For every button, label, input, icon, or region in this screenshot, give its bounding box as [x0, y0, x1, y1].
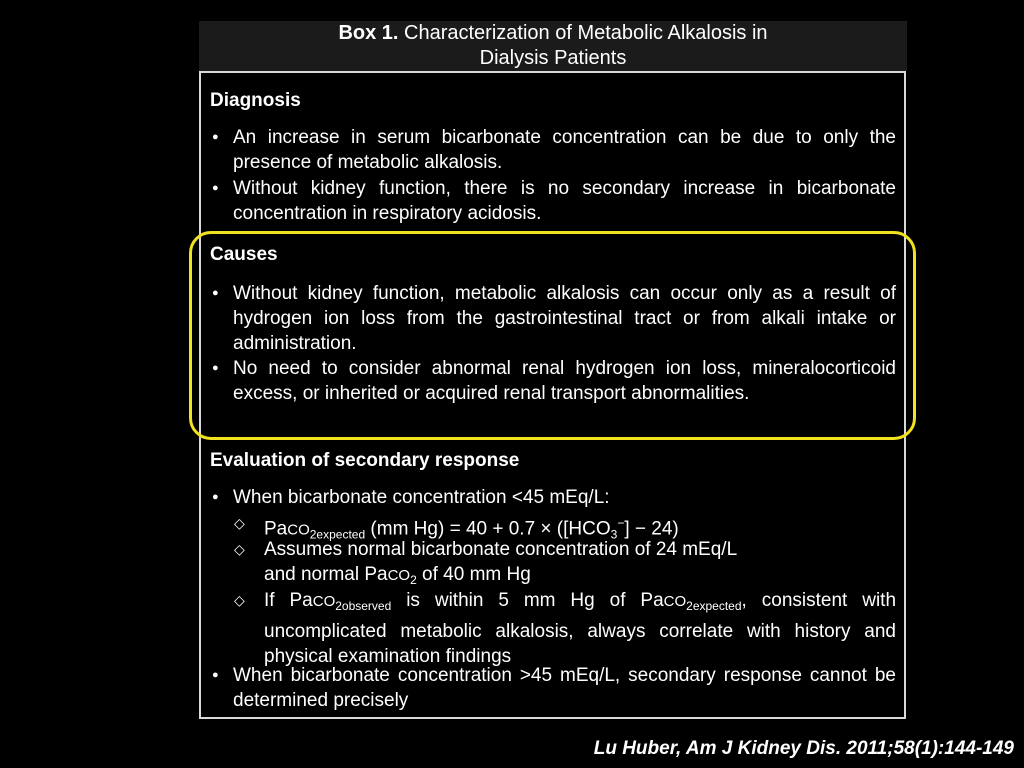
- section-heading-evaluation: Evaluation of secondary response: [210, 450, 520, 471]
- list-item: [210, 663, 896, 713]
- section-heading-causes: Causes: [210, 244, 278, 265]
- list-item: [210, 176, 896, 226]
- bullet-text: When bicarbonate concentration <45 mEq/L:: [233, 487, 610, 508]
- bullet-text: Without kidney function, metabolic alkalosis can occur only as a result of hydrogen ion loss from the gastrointestinal tract or from alkali intake or administration.: [233, 283, 896, 355]
- bullet-text: Without kidney function, there is no secondary increase in bicarbonate concentration in respiratory acidosis.: [233, 178, 896, 225]
- sub-text: , consistent with uncomplicated metabolic alkalosis, always correlate with history and physical examination findings: [264, 590, 897, 668]
- sub-text: of 40 mm Hg: [416, 564, 531, 586]
- co-label: CO: [287, 521, 310, 539]
- sub-item-observed: [210, 588, 896, 670]
- sub-item-assumption: [210, 537, 896, 593]
- sub-text: is within 5 mm Hg of Pa: [391, 590, 664, 611]
- co-label: CO: [663, 593, 687, 610]
- superscript-label: −: [617, 516, 625, 530]
- formula-text: (mm Hg) = 40 + 0.7 × ([HCO: [365, 518, 611, 540]
- diamond-icon: ◇: [234, 541, 245, 557]
- pa-label: Pa: [264, 518, 288, 540]
- box-title-line1: Characterization of Metabolic Alkalosis in: [404, 22, 768, 44]
- section-heading-diagnosis: Diagnosis: [210, 90, 301, 111]
- box-title-line2: Dialysis Patients: [479, 47, 627, 69]
- list-item: [210, 281, 896, 357]
- citation: Lu Huber, Am J Kidney Dis. 2011;58(1):144-149: [593, 738, 1014, 759]
- subscript-label: 2expected: [686, 599, 742, 613]
- box-label: Box 1.: [338, 22, 399, 44]
- subscript-label: 3: [610, 527, 618, 542]
- diamond-icon: ◇: [234, 515, 245, 531]
- bullet-text: No need to consider abnormal renal hydrogen ion loss, mineralocorticoid excess, or inherited or acquired renal transport abnormalities.: [233, 358, 896, 405]
- sub-text: Assumes normal bicarbonate concentration of 24 mEq/L: [264, 539, 738, 560]
- co-label: CO: [387, 567, 411, 585]
- box-header: [199, 21, 907, 71]
- subscript-label: 2expected: [309, 527, 366, 542]
- list-item: [210, 485, 896, 510]
- list-item: [210, 125, 896, 175]
- subscript-label: 2: [410, 573, 417, 588]
- bullet-text: An increase in serum bicarbonate concentration can be due to only the presence of metabolic alkalosis.: [233, 127, 896, 174]
- list-item: [210, 356, 896, 406]
- subscript-label: 2observed: [335, 599, 392, 613]
- formula-text: ] − 24): [624, 518, 679, 540]
- bullet-text: When bicarbonate concentration >45 mEq/L, secondary response cannot be determined precisely: [233, 665, 896, 712]
- co-label: CO: [312, 593, 336, 610]
- sub-text: If Pa: [264, 590, 313, 611]
- sub-text: and normal Pa: [264, 564, 388, 586]
- diamond-icon: ◇: [234, 592, 245, 608]
